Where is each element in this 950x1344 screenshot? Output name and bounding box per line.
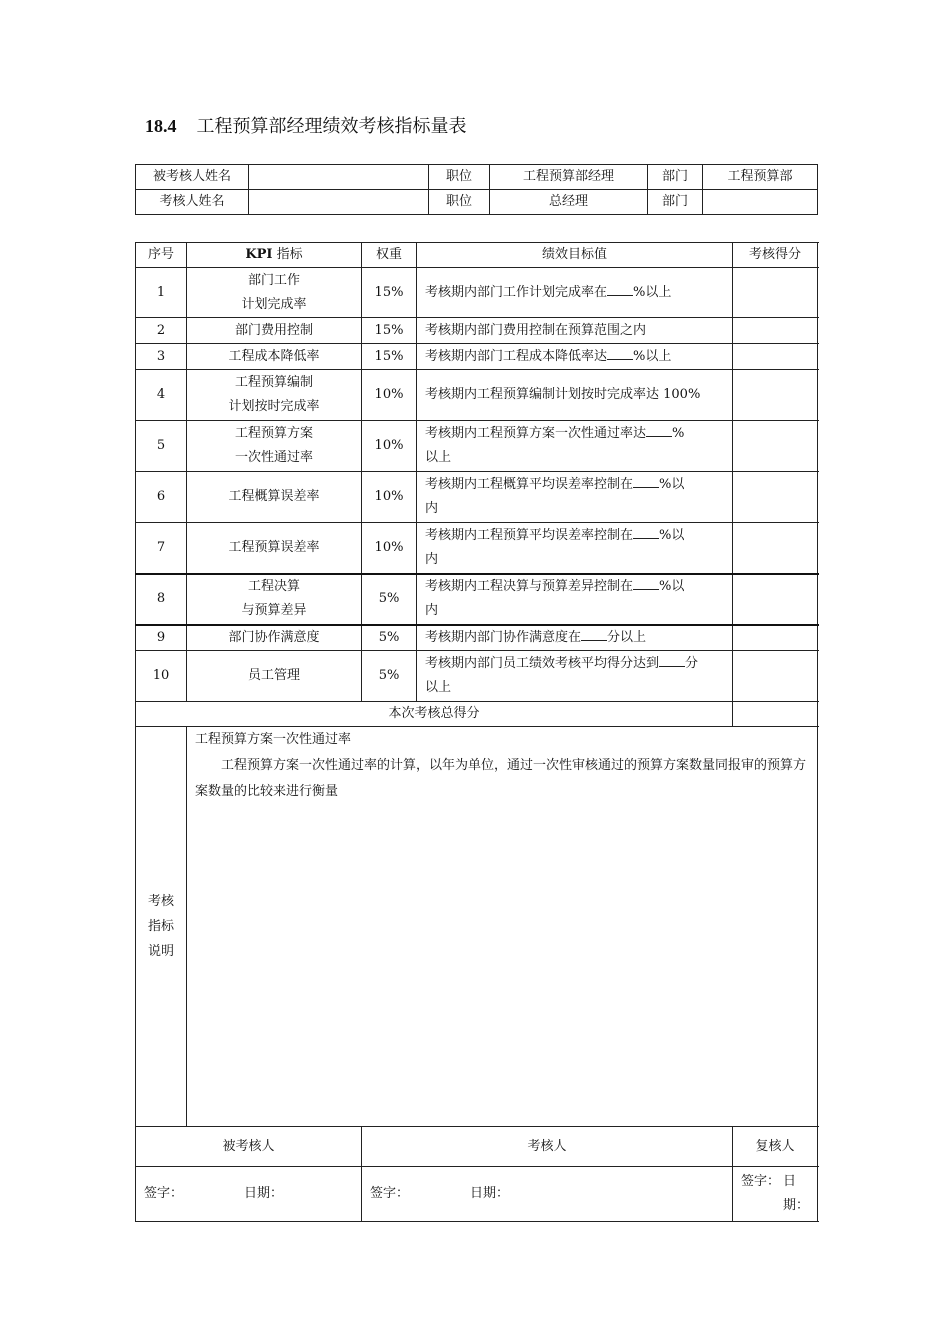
examinee-row: [136, 165, 818, 190]
notes-body: 工程预算方案一次性通过率的计算，以年为单位，通过一次性审核通过的预算方案数量同报审的预算方案数量的比较来进行衡量: [195, 758, 807, 799]
fill-blank[interactable]: [581, 628, 607, 641]
examiner-name-label: 考核人姓名: [136, 190, 249, 215]
kpi-target: [417, 625, 733, 651]
target-suffix: %以: [659, 477, 685, 492]
total-row: [136, 702, 818, 727]
kpi-row-1: [136, 268, 818, 318]
kpi-score-cell[interactable]: [733, 344, 818, 370]
kpi-name: [187, 268, 362, 318]
target-line2: 以上: [425, 680, 452, 695]
fill-blank[interactable]: [633, 526, 659, 539]
examinee-dept-label: 部门: [648, 165, 703, 190]
examinee-signature[interactable]: [136, 1167, 362, 1222]
kpi-target: [417, 421, 733, 472]
kpi-target: [417, 472, 733, 523]
header-score: 考核得分: [733, 243, 818, 268]
info-table: [135, 164, 818, 215]
kpi-row-4: [136, 370, 818, 421]
fill-blank[interactable]: [633, 475, 659, 488]
kpi-name-line2: 与预算差异: [241, 603, 307, 618]
kpi-name-line2: 计划按时完成率: [228, 399, 320, 414]
header-weight: 权重: [362, 243, 417, 268]
kpi-row-2: [136, 318, 818, 344]
kpi-target: [417, 523, 733, 574]
kpi-name: 工程成本降低率: [187, 344, 362, 370]
notes-row: [136, 727, 818, 1127]
examiner-position-value: 总经理: [490, 190, 648, 215]
total-score-cell[interactable]: [733, 702, 818, 727]
role-examiner: 考核人: [362, 1127, 733, 1167]
kpi-target: [417, 344, 733, 370]
sign-label: 签字：: [741, 1174, 781, 1189]
sign-label: 签字：: [370, 1186, 410, 1201]
date-label: 日期：: [783, 1174, 810, 1213]
examinee-position-value: 工程预算部经理: [490, 165, 648, 190]
header-kpi-abbr: KPI: [245, 247, 273, 262]
kpi-weight: 5%: [362, 651, 417, 702]
target-suffix: %: [672, 426, 685, 441]
kpi-target: [417, 651, 733, 702]
title-text: 工程预算部经理绩效考核指标量表: [196, 116, 467, 137]
kpi-score-cell[interactable]: [733, 523, 818, 574]
examiner-signature[interactable]: [362, 1167, 733, 1222]
kpi-seq: 8: [136, 574, 187, 625]
kpi-score-cell[interactable]: [733, 651, 818, 702]
target-line2: 以上: [425, 450, 452, 465]
kpi-row-9: [136, 625, 818, 651]
examinee-position-label: 职位: [429, 165, 490, 190]
header-kpi: [187, 243, 362, 268]
header-target: 绩效目标值: [417, 243, 733, 268]
target-text: 考核期内部门协作满意度在: [425, 629, 582, 645]
kpi-seq: 1: [136, 268, 187, 318]
fill-blank[interactable]: [607, 283, 633, 296]
kpi-name-line1: 工程预算编制: [234, 375, 313, 390]
examinee-name-label: 被考核人姓名: [136, 165, 249, 190]
kpi-weight: 15%: [362, 344, 417, 370]
sign-label: 签字：: [144, 1186, 184, 1201]
kpi-weight: 15%: [362, 318, 417, 344]
target-text: 考核期内工程预算方案一次性通过率达: [425, 426, 647, 441]
header-kpi-text: 指标: [276, 247, 303, 262]
kpi-name-line2: 一次性通过率: [234, 450, 313, 465]
kpi-name: 部门费用控制: [187, 318, 362, 344]
notes-content: [187, 727, 818, 1127]
kpi-score-cell[interactable]: [733, 472, 818, 523]
notes-label-line1: 考核: [147, 894, 174, 909]
kpi-score-cell[interactable]: [733, 370, 818, 421]
target-text: 考核期内部门工作计划完成率在: [425, 284, 608, 300]
kpi-target: [417, 574, 733, 625]
kpi-weight: 10%: [362, 421, 417, 472]
kpi-name-line1: 工程决算: [247, 579, 300, 594]
fill-blank[interactable]: [646, 424, 672, 437]
target-text: 考核期内工程概算平均误差率控制在: [425, 477, 634, 492]
kpi-seq: 2: [136, 318, 187, 344]
target-suffix: 分以上: [607, 629, 647, 645]
kpi-seq: 4: [136, 370, 187, 421]
target-text: 考核期内工程决算与预算差异控制在: [425, 579, 634, 594]
target-suffix: %以: [659, 579, 685, 594]
kpi-weight: 10%: [362, 472, 417, 523]
kpi-weight: 15%: [362, 268, 417, 318]
kpi-weight: 5%: [362, 625, 417, 651]
kpi-row-5: [136, 421, 818, 472]
kpi-name: 工程预算误差率: [187, 523, 362, 574]
signature-row: [136, 1167, 818, 1222]
kpi-row-6: [136, 472, 818, 523]
date-label: 日期：: [244, 1186, 284, 1201]
page-title: [145, 112, 467, 138]
role-examinee: 被考核人: [136, 1127, 362, 1167]
reviewer-signature[interactable]: [733, 1167, 818, 1222]
kpi-score-cell[interactable]: [733, 574, 818, 625]
kpi-target: 考核期内工程预算编制计划按时完成率达 100%: [417, 370, 733, 421]
kpi-seq: 5: [136, 421, 187, 472]
examiner-position-label: 职位: [429, 190, 490, 215]
target-text: 考核期内工程预算平均误差率控制在: [425, 527, 634, 543]
section-number: 18.4: [145, 116, 177, 136]
fill-blank[interactable]: [659, 654, 685, 667]
examiner-row: [136, 190, 818, 215]
target-text: 考核期内部门工程成本降低率达: [425, 348, 608, 364]
examiner-dept-value[interactable]: [703, 190, 818, 215]
header-seq: 序号: [136, 243, 187, 268]
kpi-score-cell[interactable]: [733, 268, 818, 318]
notes-label-line3: 说明: [147, 944, 174, 959]
date-label: 日期：: [470, 1186, 510, 1201]
fill-blank[interactable]: [633, 577, 659, 590]
kpi-row-7: [136, 523, 818, 574]
kpi-target: [417, 268, 733, 318]
kpi-seq: 9: [136, 625, 187, 651]
kpi-score-cell[interactable]: [733, 318, 818, 344]
kpi-seq: 10: [136, 651, 187, 702]
signature-role-row: [136, 1127, 818, 1167]
examinee-name-field[interactable]: [249, 165, 429, 190]
kpi-name: [187, 370, 362, 421]
target-suffix: 分: [685, 656, 699, 671]
kpi-score-cell[interactable]: [733, 421, 818, 472]
kpi-score-cell[interactable]: [733, 625, 818, 651]
total-label: 本次考核总得分: [136, 702, 733, 727]
fill-blank[interactable]: [607, 347, 633, 360]
role-reviewer: 复核人: [733, 1127, 818, 1167]
notes-label: [136, 727, 187, 1127]
kpi-name: 部门协作满意度: [187, 625, 362, 651]
target-line2: 内: [425, 603, 439, 618]
kpi-name: [187, 574, 362, 625]
kpi-row-10: [136, 651, 818, 702]
kpi-name: 工程概算误差率: [187, 472, 362, 523]
kpi-row-8: [136, 574, 818, 625]
target-suffix: %以上: [633, 348, 672, 364]
kpi-weight: 5%: [362, 574, 417, 625]
kpi-row-3: [136, 344, 818, 370]
kpi-target: 考核期内部门费用控制在预算范围之内: [417, 318, 733, 344]
examiner-dept-label: 部门: [648, 190, 703, 215]
examiner-name-field[interactable]: [249, 190, 429, 215]
kpi-name-line1: 工程预算方案: [234, 426, 313, 441]
notes-label-line2: 指标: [147, 919, 174, 934]
kpi-name: 员工管理: [187, 651, 362, 702]
kpi-seq: 7: [136, 523, 187, 574]
kpi-name: [187, 421, 362, 472]
kpi-name-line2: 计划完成率: [241, 296, 307, 312]
kpi-header-row: [136, 243, 818, 268]
kpi-seq: 3: [136, 344, 187, 370]
kpi-table: [135, 242, 818, 1222]
kpi-seq: 6: [136, 472, 187, 523]
target-suffix: %以上: [633, 284, 672, 300]
target-line2: 内: [425, 551, 439, 567]
kpi-weight: 10%: [362, 370, 417, 421]
kpi-weight: 10%: [362, 523, 417, 574]
examinee-dept-value: 工程预算部: [703, 165, 818, 190]
target-text: 考核期内部门员工绩效考核平均得分达到: [425, 656, 660, 671]
target-suffix: %以: [659, 527, 685, 543]
notes-heading: 工程预算方案一次性通过率: [195, 732, 352, 747]
kpi-name-line1: 部门工作: [247, 272, 300, 288]
target-line2: 内: [425, 501, 439, 516]
